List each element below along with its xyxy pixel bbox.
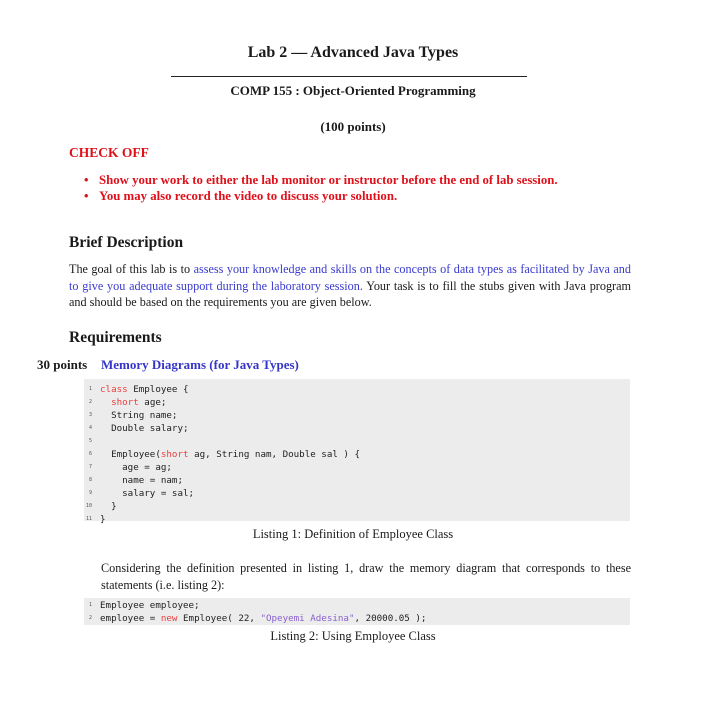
listing-2-caption: Listing 2: Using Employee Class [270, 629, 436, 643]
code-line: 6 Employee(short ag, String nam, Double sal ) { [84, 448, 630, 461]
line-number: 2 [88, 399, 92, 405]
code-line: 7 age = ag; [84, 461, 630, 474]
line-number: 11 [85, 516, 92, 522]
code-line: 1 Employee employee; [84, 599, 630, 612]
code-line: 3 String name; [84, 409, 630, 422]
code-line: 4 Double salary; [84, 422, 630, 435]
line-number: 10 [85, 503, 92, 509]
code-line: 8 name = nam; [84, 474, 630, 487]
checkoff-list [84, 172, 558, 204]
brief-text-start: The goal of this lab is to [69, 262, 194, 276]
checkoff-item: • Show your work to either the lab monitor or instructor before the end of lab session. [84, 172, 558, 188]
total-points: (100 points) [320, 119, 386, 134]
section-points: 30 points [37, 357, 88, 372]
instruction-paragraph: Considering the definition presented in listing 1, draw the memory diagram that corresponds to these statements (i.e. listing 2): [101, 561, 631, 592]
listing-2-code-block [84, 598, 630, 625]
code-line: 1 class Employee { [84, 383, 630, 396]
code-line [84, 435, 630, 448]
brief-text-end: Your task is to fill the stubs given with Java program and should be based on the requirements you are given below. [69, 278, 631, 309]
brief-highlight-text: assess your knowledge and skills on the concepts of data types as facilitated by Java and to give you adequate support during the laboratory session. [69, 262, 631, 293]
code-line: 9 salary = sal; [84, 487, 630, 500]
code-line: 11 } [84, 513, 630, 526]
line-number: 4 [88, 425, 92, 431]
line-number: 6 [88, 451, 92, 457]
line-number: 8 [88, 477, 92, 483]
title-rule [171, 76, 527, 77]
listing-1-code-block [84, 379, 630, 525]
line-number: 1 [88, 386, 92, 392]
code-line: 2 short age; [84, 396, 630, 409]
line-number: 1 [88, 602, 92, 608]
line-number: 2 [88, 615, 92, 621]
code-line: 2 employee = new Employee( 22, "Opeyemi Adesina", 20000.05 ); [84, 612, 630, 625]
document-title: Lab 2 — Advanced Java Types [247, 44, 459, 61]
brief-paragraph [69, 261, 631, 311]
checkoff-item: • You may also record the video to discuss your solution. [84, 188, 558, 204]
section-title: Memory Diagrams (for Java Types) [101, 357, 299, 372]
code-line: 10 } [84, 500, 630, 513]
line-number: 9 [88, 490, 92, 496]
line-number: 3 [88, 412, 92, 418]
brief-heading: Brief Description [69, 234, 184, 251]
checkoff-heading: CHECK OFF [69, 145, 149, 160]
line-number: 7 [88, 464, 92, 470]
requirements-heading: Requirements [69, 329, 162, 346]
course-name: COMP 155 : Object-Oriented Programming [230, 83, 476, 98]
line-number: 5 [88, 438, 92, 444]
listing-1-caption: Listing 1: Definition of Employee Class [252, 527, 454, 541]
